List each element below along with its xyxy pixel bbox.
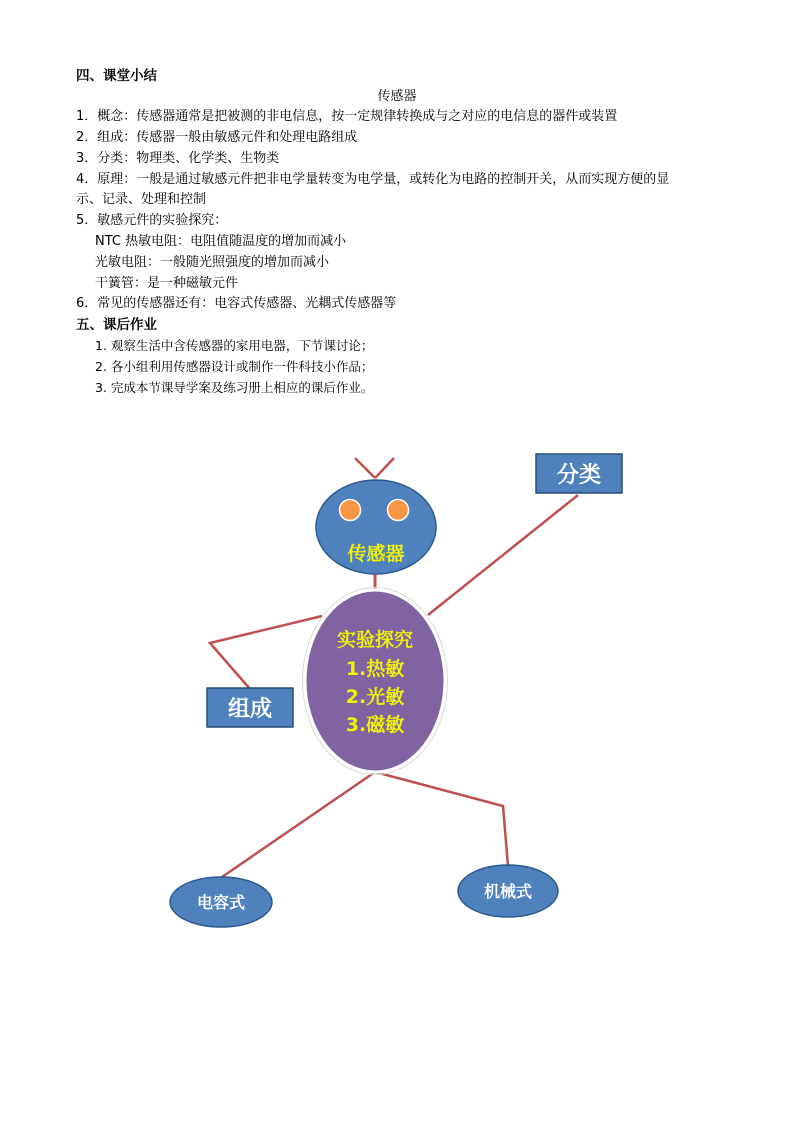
body-ellipse: [305, 590, 445, 772]
summary-subitem-reed: 干簧管：是一种磁敏元件: [95, 276, 239, 291]
left-eye-icon: [340, 500, 361, 521]
summary-title: 传感器: [377, 89, 417, 104]
summary-item-concept: 1．概念：传感器通常是把被测的非电信息，按一定规律转换成与之对应的电信息的器件或装置: [76, 109, 618, 124]
left-foot-label: 电容式: [196, 893, 246, 912]
right-foot-label: 机械式: [483, 882, 533, 901]
summary-item-principle-cont: 示、记录、处理和控制: [76, 192, 207, 207]
summary-item-experiment: 5．敏感元件的实验探究：: [76, 213, 228, 228]
antenna-left: [355, 458, 375, 478]
right-arm: [428, 495, 578, 615]
right-eye-icon: [388, 500, 409, 521]
head-label: 传感器: [347, 543, 405, 565]
body-label-photo: 2.光敏: [345, 686, 405, 708]
compose-label: 组成: [227, 697, 273, 722]
summary-subitem-photo: 光敏电阻：一般随光照强度的增加而减小: [95, 255, 330, 270]
right-leg: [375, 772, 508, 866]
homework-item-2: 2. 各小组利用传感器设计或制作一件科技小作品；: [95, 359, 374, 374]
homework-item-3: 3. 完成本节课导学案及练习册上相应的课后作业。: [95, 380, 374, 395]
summary-item-classification: 3．分类：物理类、化学类、生物类: [76, 151, 280, 166]
homework-heading: 五、课后作业: [76, 317, 157, 333]
summary-heading: 四、课堂小结: [76, 68, 157, 84]
body-label-magnetic: 3.磁敏: [345, 714, 405, 736]
antenna-right: [375, 458, 394, 478]
summary-item-composition: 2．组成：传感器一般由敏感元件和处理电路组成: [76, 130, 358, 145]
body-label-thermal: 1.热敏: [345, 658, 405, 680]
left-leg: [222, 772, 375, 877]
summary-subitem-ntc: NTC 热敏电阻：电阻值随温度的增加而减小: [95, 234, 347, 249]
body-label-title: 实验探究: [336, 629, 414, 651]
homework-item-1: 1. 观察生活中含传感器的家用电器，下节课讨论；: [95, 338, 374, 353]
classify-label: 分类: [556, 463, 602, 488]
summary-item-principle: 4．原理：一般是通过敏感元件把非电学量转变为电学量，或转化为电路的控制开关，从而实现方便的显: [76, 172, 670, 187]
summary-item-others: 6．常见的传感器还有：电容式传感器、光耦式传感器等: [76, 296, 397, 311]
